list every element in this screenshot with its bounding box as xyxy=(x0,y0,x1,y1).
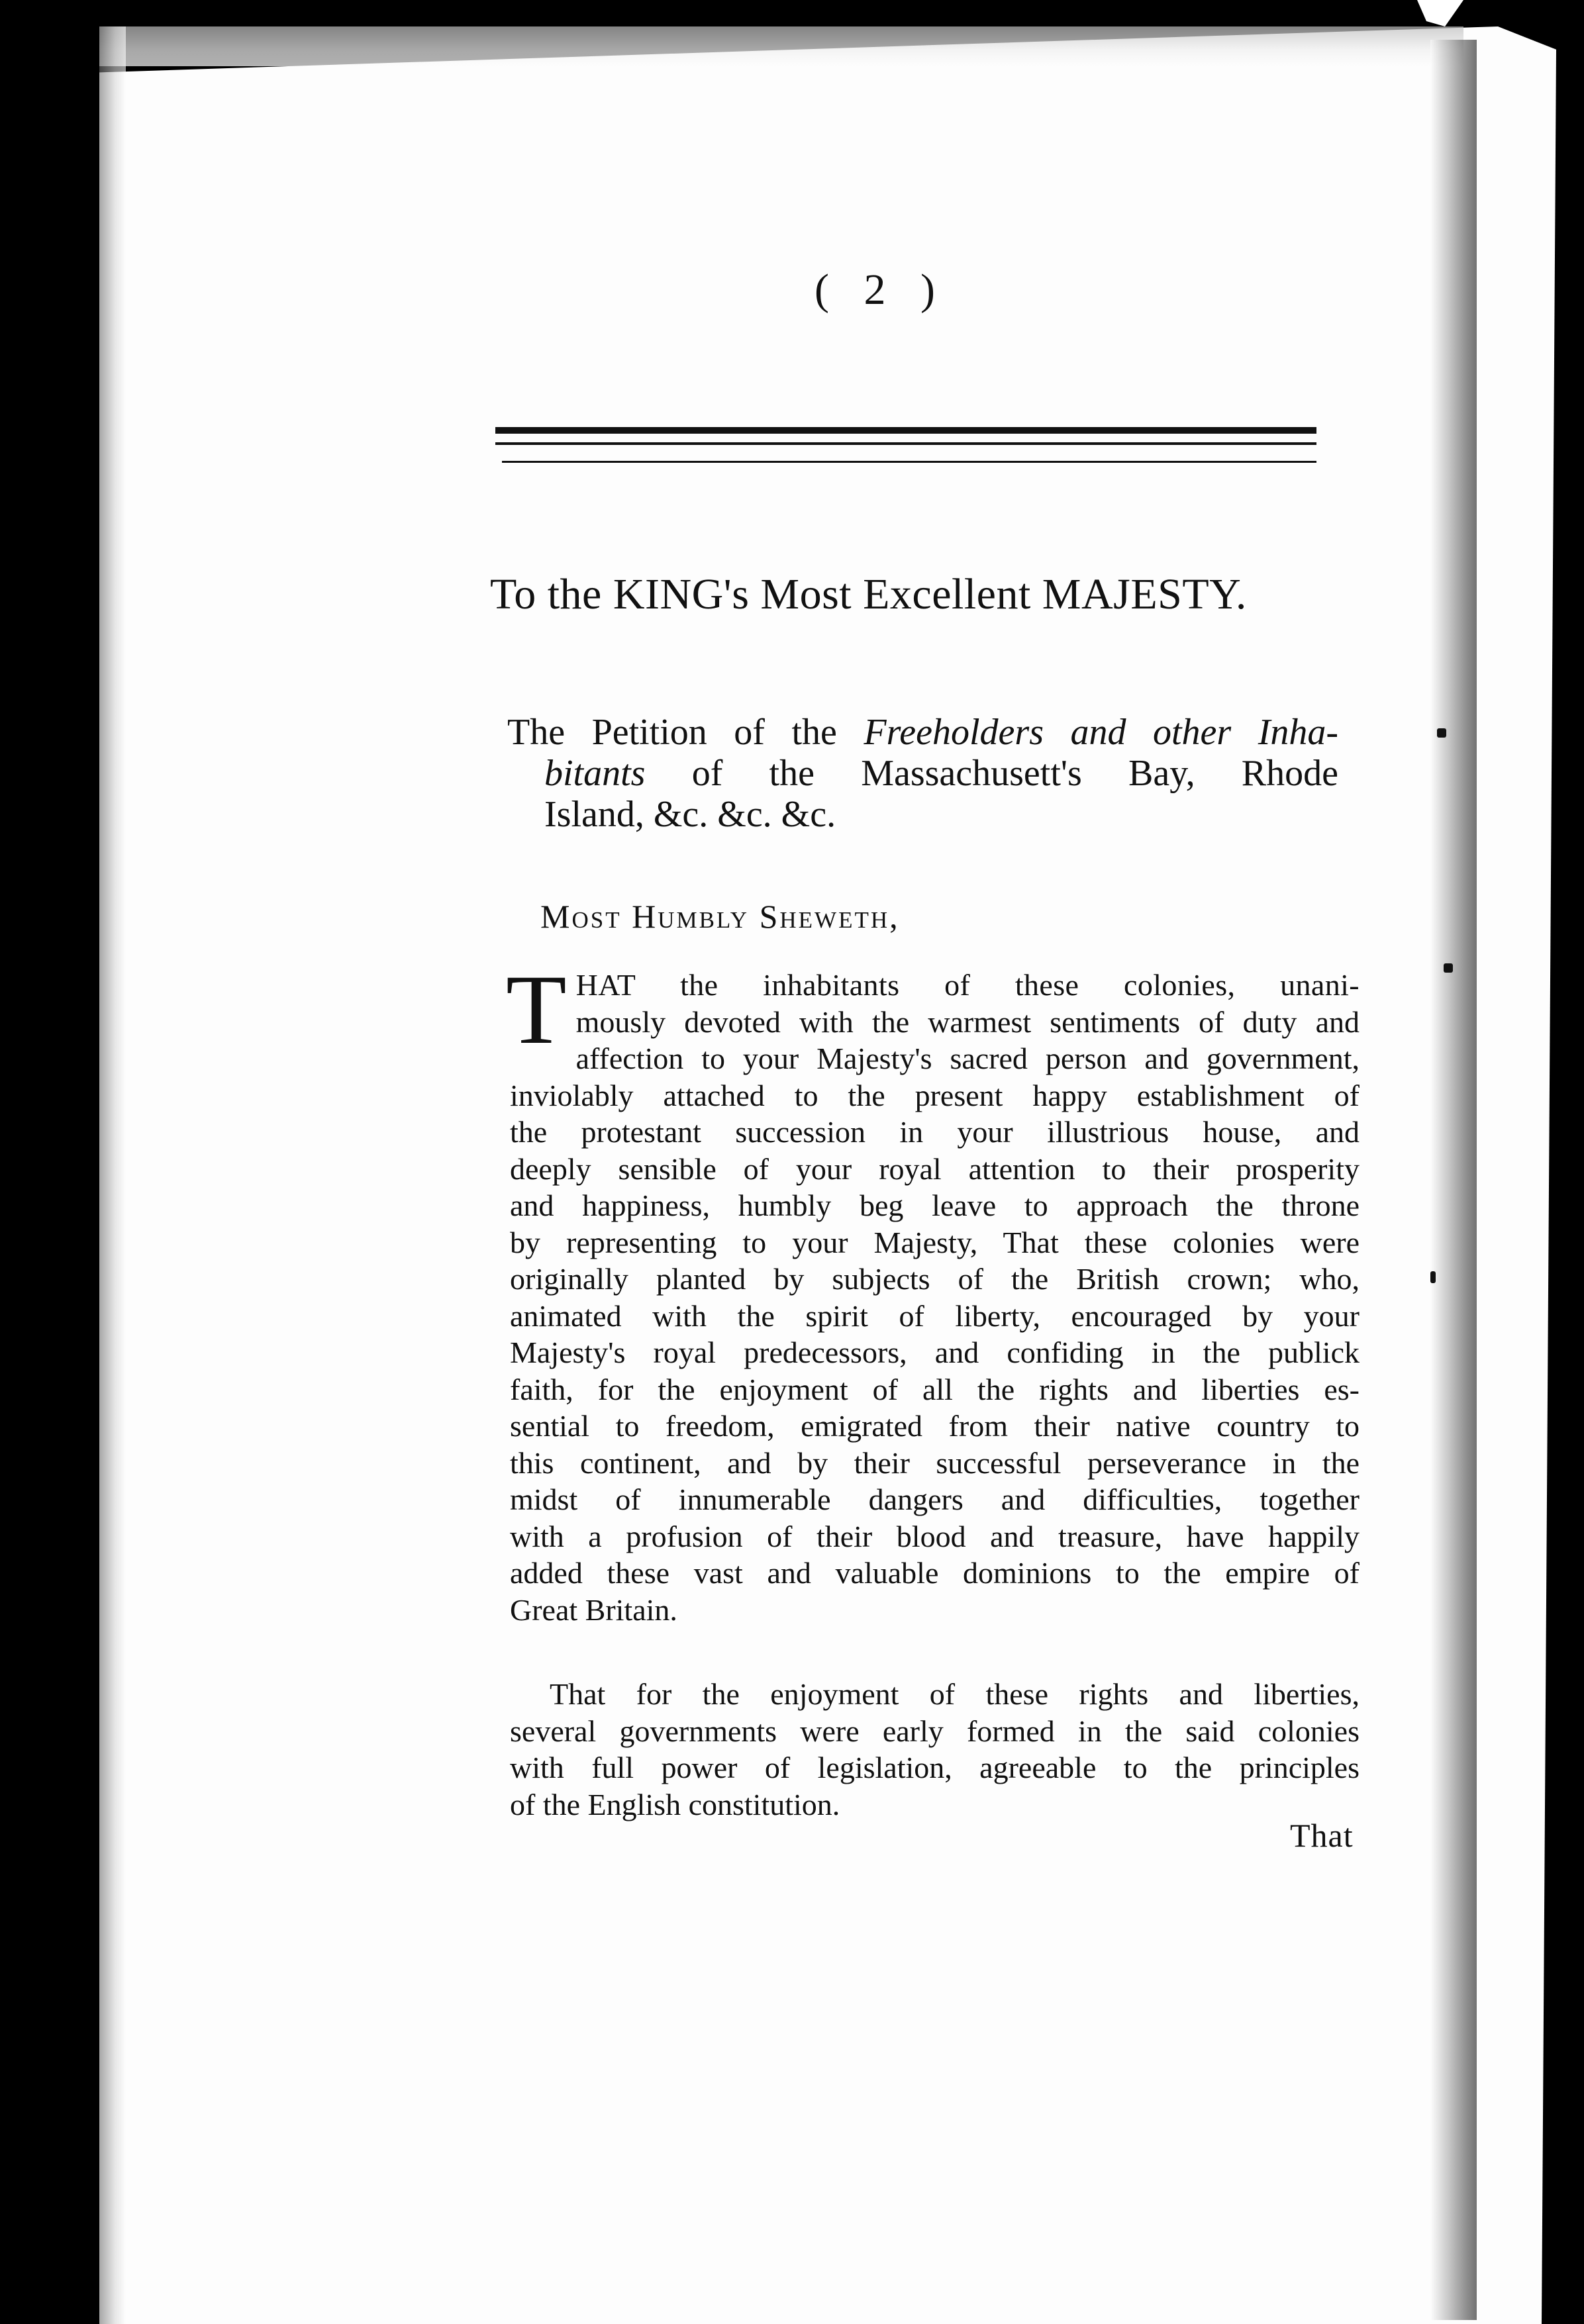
paragraph-line: added these vast and valuable dominions to the empire of xyxy=(510,1556,1360,1590)
paragraph-line: Majesty's royal predecessors, and confiding in the publick xyxy=(510,1335,1360,1369)
paragraph-line: mously devoted with the warmest sentiments of duty and xyxy=(575,1004,1360,1039)
catchword: That xyxy=(1290,1817,1354,1854)
header-rule-thin xyxy=(495,442,1316,445)
paragraph-line: with a profusion of their blood and treasure, have happily xyxy=(510,1519,1360,1553)
drop-cap: T xyxy=(506,955,567,1065)
paragraph-line: animated with the spirit of liberty, encouraged by your xyxy=(510,1298,1360,1333)
page-edge-shadow-top xyxy=(99,26,1463,66)
page-number: ( 2 ) xyxy=(815,266,947,314)
paragraph-line: by representing to your Majesty, That these colonies were xyxy=(510,1225,1360,1259)
paragraph-line: deeply sensible of your royal attention to their prosperity xyxy=(510,1151,1360,1186)
scan-speck xyxy=(1430,1271,1436,1283)
paragraph-line: this continent, and by their successful perseverance in the xyxy=(510,1445,1360,1480)
paragraph-line: of the English constitution. xyxy=(510,1787,840,1821)
paragraph-line: HAT the inhabitants of these colonies, unani- xyxy=(575,968,1360,1002)
petition-heading-line-3: Island, &c. &c. &c. xyxy=(544,794,836,835)
paragraph-line: the protestant succession in your illustrious house, and xyxy=(510,1115,1360,1149)
salutation: Most Humbly Sheweth, xyxy=(540,898,900,935)
paragraph-line: That for the enjoyment of these rights and liberties, xyxy=(550,1677,1360,1711)
paragraph-line: inviolably attached to the present happy establishment of xyxy=(510,1078,1360,1112)
paragraph-line: midst of innumerable dangers and difficulties, together xyxy=(510,1482,1360,1516)
paragraph-line: Great Britain. xyxy=(510,1592,677,1627)
page-edge-shadow-right xyxy=(1430,40,1477,2320)
page-title: To the KING's Most Excellent MAJESTY. xyxy=(490,570,1247,618)
paragraph-line: originally planted by subjects of the British crown; who, xyxy=(510,1262,1360,1296)
paragraph-2 xyxy=(510,1676,1360,1823)
paragraph-line: with full power of legislation, agreeable to the principles xyxy=(510,1751,1360,1784)
page-edge-shadow-left xyxy=(99,26,126,2324)
scan-corner-mark xyxy=(1417,0,1463,26)
scan-speck xyxy=(1437,728,1446,738)
petition-heading-line-1: The Petition of the Freeholders and other Inha- xyxy=(507,712,1338,753)
scan-speck xyxy=(1444,963,1453,973)
header-rule-thin-lower xyxy=(502,461,1316,463)
paragraph-line: several governments were early formed in the said colonies xyxy=(510,1714,1360,1748)
petition-heading xyxy=(507,712,1338,835)
petition-heading-line-2: bitants of the Massachusett's Bay, Rhode xyxy=(544,753,1338,794)
paragraph-line: faith, for the enjoyment of all the rights and liberties es- xyxy=(510,1372,1360,1406)
paragraph-line: affection to your Majesty's sacred person and government, xyxy=(575,1041,1360,1075)
paragraph-line: sential to freedom, emigrated from their native country to xyxy=(510,1409,1360,1443)
paragraph-1 xyxy=(506,955,1360,1628)
paragraph-line: and happiness, humbly beg leave to approach the throne xyxy=(510,1188,1360,1222)
header-rule-thick xyxy=(495,427,1316,434)
